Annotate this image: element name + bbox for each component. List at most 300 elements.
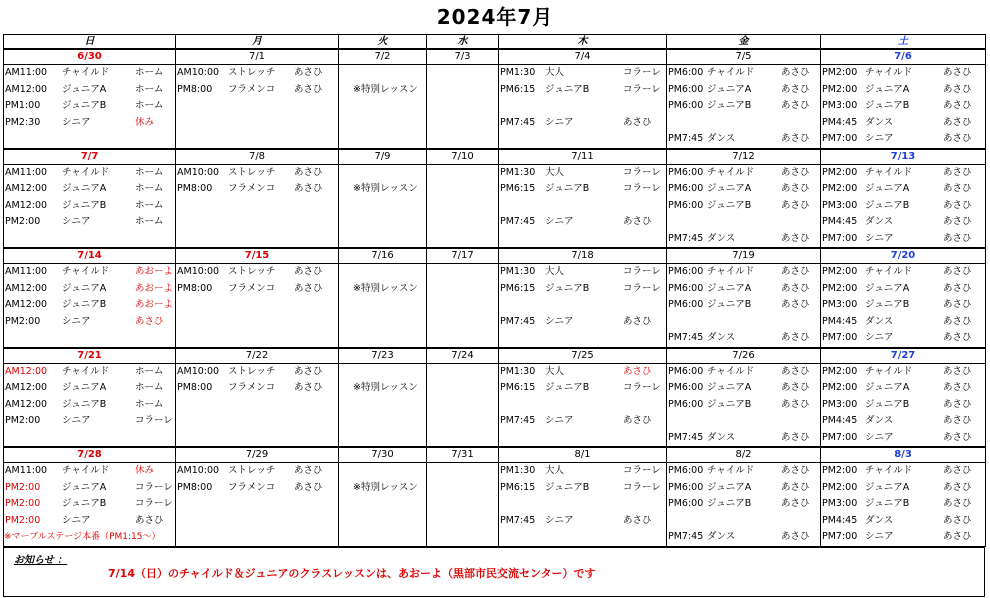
lesson-entry [667, 231, 820, 248]
lesson-entry [499, 364, 666, 381]
lesson-entry [667, 115, 820, 132]
lesson-time: PM8:00 [177, 282, 213, 294]
lesson-class: チャイルド [62, 67, 110, 78]
lesson-place: あさひ [781, 299, 810, 310]
day-cell-tue [339, 65, 427, 149]
schedule-row [4, 65, 986, 149]
lesson-time: PM7:00 [822, 332, 858, 343]
lesson-class: 大人 [545, 67, 565, 78]
date-label: 7/19 [667, 248, 821, 264]
lesson-time: PM6:00 [668, 183, 704, 194]
lesson-place: あさひ [943, 299, 972, 310]
lesson-time: PM6:00 [668, 498, 704, 509]
lesson-place: あさひ [943, 382, 972, 393]
lesson-entry [499, 496, 666, 513]
lesson-place: コラーレ [623, 465, 661, 476]
special-lesson-label: ※特別レッスン [353, 282, 418, 294]
lesson-entry [667, 131, 820, 148]
lesson-entry [4, 281, 175, 298]
lesson-entry [821, 480, 985, 497]
date-label: 7/10 [427, 149, 499, 165]
day-cell-sat [821, 164, 986, 248]
date-label: 7/21 [4, 348, 176, 364]
lesson-place: あさひ [943, 67, 972, 78]
lesson-class: チャイルド [865, 266, 913, 277]
lesson-entry [667, 82, 820, 99]
lesson-entry [667, 314, 820, 331]
lesson-time: PM7:00 [822, 232, 858, 244]
lesson-class: ジュニアB [865, 498, 910, 509]
lesson-class: ジュニアA [865, 83, 910, 95]
date-row [4, 447, 986, 463]
lesson-place: あさひ [943, 481, 972, 493]
lesson-place: コラーレ [623, 481, 661, 493]
lesson-place: コラーレ [623, 183, 661, 194]
lesson-entry [499, 380, 666, 397]
sunday-note: ※マーブルステージ本番（PM1:15～） [4, 532, 161, 542]
lesson-time: PM2:00 [822, 481, 858, 493]
lesson-time: PM7:00 [822, 133, 858, 144]
lesson-class: フラメンコ [228, 183, 276, 194]
lesson-entry [667, 297, 820, 314]
lesson-time: PM1:30 [500, 67, 536, 78]
lesson-time: PM6:00 [668, 166, 704, 178]
lesson-place: ホーム [135, 183, 164, 194]
day-cell-thu [499, 65, 667, 149]
lesson-place: あさひ [943, 83, 972, 95]
lesson-time: PM6:00 [668, 365, 704, 377]
lesson-entry [176, 82, 338, 99]
date-row [4, 49, 986, 65]
lesson-entry [667, 480, 820, 497]
lesson-place: ホーム [135, 216, 164, 227]
lesson-class: ジュニアA [865, 282, 910, 294]
day-cell-mon [176, 264, 339, 348]
lesson-entry [499, 214, 666, 231]
lesson-entry [4, 98, 175, 115]
special-lesson-label: ※特別レッスン [353, 183, 418, 194]
lesson-class: ジュニアB [707, 498, 752, 509]
day-cell-fri [667, 463, 821, 547]
lesson-class: ジュニアB [62, 299, 107, 310]
lesson-time: AM12:00 [5, 299, 48, 310]
lesson-place: ホーム [135, 83, 164, 95]
lesson-time: AM12:00 [5, 199, 48, 211]
lesson-time: PM2:00 [822, 266, 858, 277]
lesson-class: ジュニアB [545, 282, 590, 294]
date-row [4, 149, 986, 165]
lesson-time: AM12:00 [5, 282, 48, 294]
lesson-class: チャイルド [865, 465, 913, 476]
lesson-place: あさひ [135, 514, 164, 526]
lesson-place: コラーレ [623, 67, 661, 78]
schedule-row [4, 264, 986, 348]
lesson-place: あさひ [781, 67, 810, 78]
day-cell-mon [176, 65, 339, 149]
day-cell-tue [339, 264, 427, 348]
lesson-class: シニア [865, 531, 894, 542]
lesson-time: PM1:30 [500, 365, 536, 377]
lesson-time: PM7:45 [500, 315, 536, 327]
lesson-entry [4, 413, 175, 430]
lesson-entry [821, 281, 985, 298]
lesson-class: フラメンコ [228, 382, 276, 393]
lesson-class: ジュニアB [707, 398, 752, 410]
lesson-place: あさひ [294, 282, 323, 294]
lesson-place: あさひ [294, 266, 323, 277]
date-label: 7/5 [667, 49, 821, 65]
lesson-entry [4, 65, 175, 82]
lesson-entry [4, 297, 175, 314]
lesson-entry [821, 98, 985, 115]
lesson-entry [821, 430, 985, 447]
lesson-place: あさひ [781, 398, 810, 410]
date-label: 7/27 [821, 348, 986, 364]
lesson-class: シニア [545, 216, 574, 227]
lesson-class: ダンス [865, 116, 894, 128]
day-cell-fri [667, 164, 821, 248]
lesson-entry [667, 513, 820, 530]
lesson-time: AM12:00 [5, 365, 48, 377]
lesson-class: ジュニアB [545, 83, 590, 95]
lesson-entry [821, 463, 985, 480]
lesson-place: あさひ [623, 415, 652, 426]
date-label: 8/1 [499, 447, 667, 463]
lesson-time: AM11:00 [5, 166, 48, 178]
lesson-class: ダンス [707, 133, 736, 144]
lesson-time: PM2:00 [822, 166, 858, 178]
day-cell-sun [4, 164, 176, 248]
lesson-place: あさひ [294, 465, 323, 476]
lesson-class: シニア [62, 116, 91, 128]
lesson-entry [667, 165, 820, 182]
lesson-entry [176, 463, 338, 480]
lesson-entry [499, 413, 666, 430]
lesson-time: PM6:00 [668, 398, 704, 410]
lesson-entry [821, 264, 985, 281]
lesson-class: シニア [545, 315, 574, 327]
lesson-time: PM2:00 [822, 382, 858, 393]
date-label: 7/14 [4, 248, 176, 264]
lesson-place: あさひ [781, 100, 810, 111]
notice-message: 7/14（日）のチャイルド＆ジュニアのクラスレッスンは、あおーよ（黒部市民交流センター）です [108, 567, 596, 580]
lesson-place: あさひ [943, 498, 972, 509]
day-cell-wed [427, 264, 499, 348]
lesson-time: PM4:45 [822, 315, 858, 327]
lesson-place: あさひ [943, 282, 972, 294]
date-label: 7/25 [499, 348, 667, 364]
lesson-time: PM7:45 [668, 531, 704, 542]
lesson-place: あさひ [943, 431, 972, 443]
lesson-class: チャイルド [707, 67, 755, 78]
lesson-entry [821, 413, 985, 430]
lesson-entry [821, 214, 985, 231]
calendar-table [3, 34, 986, 547]
lesson-time: PM7:45 [668, 431, 704, 443]
lesson-entry [667, 463, 820, 480]
lesson-time: PM1:30 [500, 465, 536, 476]
lesson-entry [821, 529, 985, 546]
lesson-class: 大人 [545, 365, 565, 377]
lesson-place: あさひ [623, 116, 652, 128]
lesson-time: PM3:00 [822, 398, 858, 410]
lesson-time: PM7:00 [822, 531, 858, 542]
lesson-class: ジュニアA [62, 481, 107, 493]
date-label: 7/24 [427, 348, 499, 364]
day-cell-sat [821, 463, 986, 547]
lesson-entry [821, 82, 985, 99]
lesson-entry [4, 463, 175, 480]
lesson-place: コラーレ [623, 83, 661, 95]
lesson-class: シニア [865, 431, 894, 443]
lesson-place: あさひ [781, 431, 810, 443]
day-cell-thu [499, 463, 667, 547]
lesson-place: あさひ [943, 216, 972, 227]
lesson-place: あさひ [781, 266, 810, 277]
lesson-entry [667, 397, 820, 414]
lesson-place: コラーレ [135, 498, 173, 509]
lesson-class: ジュニアB [545, 183, 590, 194]
lesson-class: ジュニアB [62, 398, 107, 410]
lesson-class: ストレッチ [228, 465, 276, 476]
lesson-entry [821, 65, 985, 82]
lesson-entry [499, 281, 666, 298]
date-label: 7/28 [4, 447, 176, 463]
lesson-place: あさひ [781, 365, 810, 377]
date-label: 7/20 [821, 248, 986, 264]
date-label: 7/31 [427, 447, 499, 463]
lesson-time: AM10:00 [177, 465, 220, 476]
lesson-entry [4, 214, 175, 231]
lesson-time: PM1:00 [5, 100, 41, 111]
lesson-class: ジュニアB [707, 299, 752, 310]
lesson-place: あさひ [943, 415, 972, 426]
lesson-time: PM7:45 [668, 133, 704, 144]
lesson-class: ジュニアA [865, 481, 910, 493]
lesson-time: PM6:00 [668, 100, 704, 111]
day-cell-wed [427, 164, 499, 248]
lesson-place: あさひ [294, 83, 323, 95]
lesson-entry [176, 364, 338, 381]
lesson-place: あさひ [943, 315, 972, 327]
lesson-class: ダンス [707, 332, 736, 343]
lesson-class: ダンス [865, 216, 894, 227]
day-cell-mon [176, 463, 339, 547]
date-label: 7/15 [176, 248, 339, 264]
lesson-entry [821, 115, 985, 132]
lesson-time: PM2:00 [822, 365, 858, 377]
lesson-entry [4, 165, 175, 182]
lesson-entry [499, 264, 666, 281]
lesson-place: コラーレ [135, 481, 173, 493]
lesson-entry [667, 430, 820, 447]
lesson-entry [667, 281, 820, 298]
lesson-entry [4, 480, 175, 497]
special-lesson-label: ※特別レッスン [353, 83, 418, 95]
lesson-entry [499, 297, 666, 314]
lesson-class: ジュニアB [707, 199, 752, 211]
lesson-entry [821, 513, 985, 530]
lesson-place: ホーム [135, 166, 164, 178]
lesson-time: AM12:00 [5, 398, 48, 410]
dow-sat: 土 [821, 35, 986, 50]
day-cell-wed [427, 65, 499, 149]
day-cell-tue [339, 164, 427, 248]
lesson-entry [667, 98, 820, 115]
lesson-time: PM3:00 [822, 299, 858, 310]
lesson-place: コラーレ [623, 382, 661, 393]
lesson-entry [176, 181, 338, 198]
lesson-entry [667, 65, 820, 82]
lesson-class: ダンス [865, 514, 894, 526]
date-label: 7/18 [499, 248, 667, 264]
lesson-class: ダンス [707, 531, 736, 542]
lesson-entry [667, 214, 820, 231]
lesson-time: PM7:45 [668, 232, 704, 244]
date-label: 7/12 [667, 149, 821, 165]
lesson-place: あさひ [623, 365, 652, 377]
lesson-entry [4, 380, 175, 397]
notice-box [3, 546, 985, 597]
day-cell-fri [667, 363, 821, 447]
lesson-entry [821, 297, 985, 314]
lesson-class: ジュニアB [62, 199, 107, 211]
lesson-entry [4, 513, 175, 530]
lesson-entry [499, 314, 666, 331]
lesson-place: あさひ [294, 183, 323, 194]
lesson-time: AM11:00 [5, 67, 48, 78]
date-label: 7/9 [339, 149, 427, 165]
lesson-entry [4, 264, 175, 281]
lesson-time: PM2:00 [5, 315, 41, 327]
dow-fri: 金 [667, 35, 821, 50]
lesson-place: あさひ [943, 365, 972, 377]
lesson-class: シニア [865, 232, 894, 244]
lesson-place: あおーよ [135, 266, 174, 277]
lesson-place: あさひ [943, 266, 972, 277]
lesson-time: AM12:00 [5, 382, 48, 393]
lesson-time: AM12:00 [5, 83, 48, 95]
lesson-place: あさひ [781, 83, 810, 95]
lesson-time: PM7:45 [500, 415, 536, 426]
lesson-time: PM2:00 [822, 183, 858, 194]
day-cell-wed [427, 363, 499, 447]
day-cell-mon [176, 164, 339, 248]
lesson-class: ジュニアA [62, 183, 107, 194]
date-label: 7/16 [339, 248, 427, 264]
lesson-entry [821, 380, 985, 397]
date-label: 7/3 [427, 49, 499, 65]
day-cell-thu [499, 363, 667, 447]
lesson-time: AM10:00 [177, 67, 220, 78]
lesson-time: PM6:00 [668, 382, 704, 393]
lesson-entry [499, 82, 666, 99]
lesson-entry [667, 330, 820, 347]
lesson-class: シニア [62, 415, 91, 426]
day-cell-fri [667, 264, 821, 348]
date-label: 7/26 [667, 348, 821, 364]
lesson-class: ジュニアB [545, 382, 590, 393]
lesson-entry [821, 330, 985, 347]
lesson-class: チャイルド [865, 166, 913, 178]
lesson-entry [176, 281, 338, 298]
date-label: 7/4 [499, 49, 667, 65]
lesson-class: シニア [545, 415, 574, 426]
lesson-place: コラーレ [623, 282, 661, 294]
lesson-class: ジュニアA [707, 183, 752, 194]
lesson-class: シニア [545, 514, 574, 526]
day-cell-sun [4, 463, 176, 547]
lesson-time: AM10:00 [177, 266, 220, 277]
lesson-entry [499, 165, 666, 182]
dow-thu: 木 [499, 35, 667, 50]
lesson-class: チャイルド [62, 166, 110, 178]
lesson-place: あさひ [943, 166, 972, 178]
lesson-class: 大人 [545, 166, 565, 178]
lesson-class: 大人 [545, 465, 565, 476]
lesson-time: AM10:00 [177, 166, 220, 178]
lesson-time: PM4:45 [822, 216, 858, 227]
lesson-time: PM6:00 [668, 266, 704, 277]
lesson-place: コラーレ [623, 166, 661, 178]
date-label: 7/23 [339, 348, 427, 364]
lesson-class: シニア [865, 332, 894, 343]
day-cell-thu [499, 264, 667, 348]
lesson-time: PM4:45 [822, 514, 858, 526]
schedule-row [4, 463, 986, 547]
lesson-time: PM8:00 [177, 481, 213, 493]
lesson-time: PM2:00 [5, 481, 41, 493]
lesson-entry [667, 264, 820, 281]
lesson-time: PM6:00 [668, 83, 704, 95]
lesson-class: チャイルド [707, 266, 755, 277]
lesson-entry [667, 364, 820, 381]
lesson-entry [176, 65, 338, 82]
lesson-entry [4, 198, 175, 215]
lesson-place: あさひ [943, 183, 972, 194]
lesson-entry [176, 165, 338, 182]
lesson-place: ホーム [135, 398, 164, 410]
lesson-place: あさひ [294, 481, 323, 493]
lesson-time: PM1:30 [500, 166, 536, 178]
lesson-place: ホーム [135, 67, 164, 78]
lesson-place: ホーム [135, 382, 164, 393]
lesson-place: あさひ [294, 67, 323, 78]
day-cell-sun [4, 363, 176, 447]
lesson-class: ジュニアA [62, 382, 107, 393]
lesson-place: あおーよ [135, 282, 174, 294]
lesson-entry [499, 198, 666, 215]
lesson-time: PM3:00 [822, 199, 858, 211]
day-cell-sat [821, 264, 986, 348]
lesson-entry [499, 397, 666, 414]
lesson-class: シニア [62, 216, 91, 227]
lesson-entry [176, 264, 338, 281]
lesson-place: あさひ [781, 199, 810, 211]
lesson-class: 大人 [545, 266, 565, 277]
date-row [4, 348, 986, 364]
lesson-place: あさひ [623, 216, 652, 227]
dow-wed: 水 [427, 35, 499, 50]
lesson-entry [4, 115, 175, 132]
lesson-class: フラメンコ [228, 481, 276, 493]
lesson-place: あさひ [943, 332, 972, 343]
lesson-entry [667, 198, 820, 215]
lesson-class: ストレッチ [228, 365, 276, 377]
lesson-time: PM3:00 [822, 498, 858, 509]
date-label: 7/7 [4, 149, 176, 165]
lesson-place: あさひ [294, 365, 323, 377]
